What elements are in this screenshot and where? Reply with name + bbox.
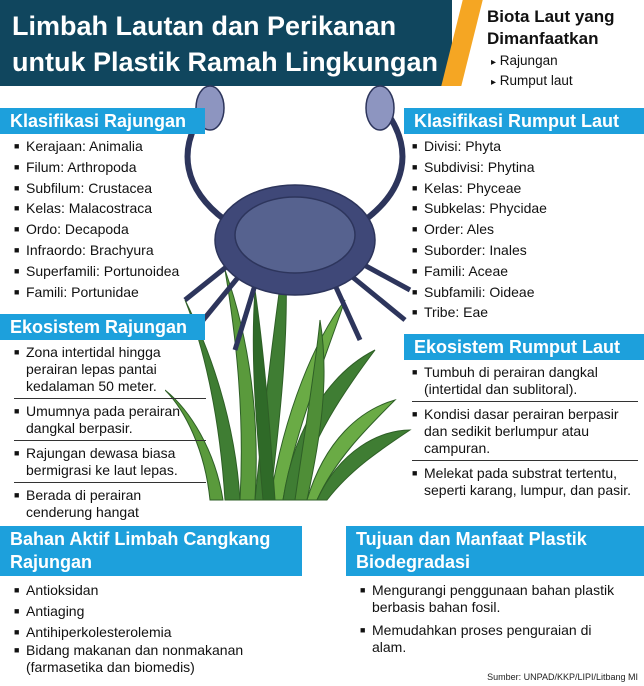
list-item: ■ Infraordo: Brachyura — [14, 240, 214, 261]
list-item: ■ Melekat pada substrat tertentu, seperti karang, lumpur, dan pasir. — [412, 465, 638, 502]
triangle-right-icon: ▸ — [491, 77, 497, 88]
list-item: ■ Kerajaan: Animalia — [14, 136, 214, 157]
list-bahan-aktif — [14, 580, 294, 676]
list-item: ■ Suborder: Inales — [412, 240, 640, 261]
list-item: ■ Divisi: Phyta — [412, 136, 640, 157]
list-item: ■ Kelas: Phyceae — [412, 178, 640, 199]
biota-item: ▸ Rajungan — [491, 53, 558, 68]
list-item: ■ Subdivisi: Phytina — [412, 157, 640, 178]
list-item: ■ Subfamili: Oideae — [412, 282, 640, 303]
page-title: Limbah Lautan dan Perikanan untuk Plastik Ramah Lingkungan — [12, 11, 439, 77]
list-klasifikasi-rumput-laut — [412, 136, 640, 323]
biota-item: ▸ Rumput laut — [491, 73, 573, 88]
list-item: ■ Kelas: Malacostraca — [14, 198, 214, 219]
header-bahan-aktif: Bahan Aktif Limbah Cangkang Rajungan — [0, 526, 302, 576]
list-item: ■ Famili: Aceae — [412, 261, 640, 282]
list-item: ■ Superfamili: Portunoidea — [14, 261, 214, 282]
list-item: ■ Berada di perairan cenderung hangat — [14, 487, 206, 524]
list-item: ■ Antioksidan — [14, 580, 294, 601]
list-ekosistem-rumput-laut — [412, 364, 638, 506]
header-klasifikasi-rajungan: Klasifikasi Rajungan — [0, 108, 205, 134]
list-item: ■ Memudahkan proses penguraian di alam. — [360, 622, 620, 656]
list-ekosistem-rajungan — [14, 344, 206, 528]
list-item: ■ Mengurangi penggunaan bahan plastik berbasis bahan fosil. — [360, 582, 620, 616]
list-item: ■ Ordo: Decapoda — [14, 219, 214, 240]
source-credit: Sumber: UNPAD/KKP/LIPI/Litbang MI — [487, 672, 638, 682]
list-item: ■ Filum: Arthropoda — [14, 157, 214, 178]
list-tujuan-manfaat — [360, 582, 620, 656]
crab-icon — [185, 86, 410, 350]
list-item: ■ Zona intertidal hingga perairan lepas pantai kedalaman 50 meter. — [14, 344, 206, 399]
list-item: ■ Antihiperkolesterolemia — [14, 622, 294, 643]
header-ekosistem-rajungan: Ekosistem Rajungan — [0, 314, 205, 340]
list-item: ■ Tumbuh di perairan dangkal (intertidal dan sublitoral). — [412, 364, 638, 402]
list-item: ■ Bidang makanan dan nonmakanan (farmasetika dan biomedis) — [14, 642, 294, 676]
header-tujuan-manfaat: Tujuan dan Manfaat Plastik Biodegradasi — [346, 526, 644, 576]
list-item: ■ Tribe: Eae — [412, 302, 640, 323]
list-item: ■ Order: Ales — [412, 219, 640, 240]
list-klasifikasi-rajungan — [14, 136, 214, 302]
list-item: ■ Famili: Portunidae — [14, 282, 214, 303]
list-item: ■ Rajungan dewasa biasa bermigrasi ke laut lepas. — [14, 445, 206, 483]
list-item: ■ Antiaging — [14, 601, 294, 622]
list-item: ■ Kondisi dasar perairan berpasir dan sedikit berlumpur atau campuran. — [412, 406, 638, 461]
triangle-right-icon: ▸ — [491, 57, 497, 68]
list-item: ■ Umumnya pada perairan dangkal berpasir. — [14, 403, 206, 441]
biota-title: Biota Laut yang Dimanfaatkan — [487, 7, 615, 48]
list-item: ■ Subkelas: Phycidae — [412, 198, 640, 219]
list-item: ■ Subfilum: Crustacea — [14, 178, 214, 199]
header-klasifikasi-rumput-laut: Klasifikasi Rumput Laut — [404, 108, 644, 134]
header-ekosistem-rumput-laut: Ekosistem Rumput Laut — [404, 334, 644, 360]
